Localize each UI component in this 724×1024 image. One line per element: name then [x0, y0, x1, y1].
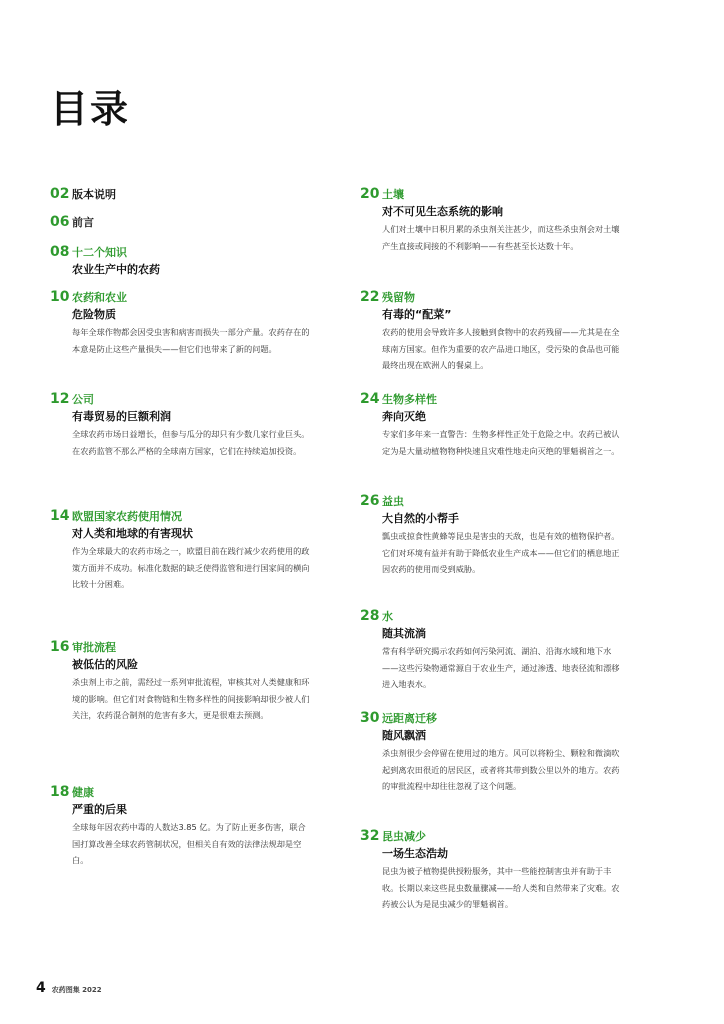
toc-subtitle: 大自然的小帮手	[382, 512, 459, 525]
toc-page-number: 18	[50, 784, 70, 800]
toc-entry[interactable]	[50, 508, 312, 593]
toc-entry[interactable]	[360, 186, 622, 254]
toc-page-number: 10	[50, 289, 70, 305]
toc-description: 人们对土壤中日积月累的杀虫剂关注甚少，而这些杀虫剂会对土壤产生直接或间接的不利影响——有些甚至长达数十年。	[382, 224, 620, 251]
toc-entry[interactable]	[360, 391, 622, 459]
toc-page-number: 06	[50, 214, 70, 230]
toc-page-number: 08	[50, 244, 70, 260]
toc-entry[interactable]	[360, 493, 622, 578]
toc-description: 每年全球作物都会因受虫害和病害而损失一部分产量。农药存在的本意是防止这些产量损失——但它们也带来了新的问题。	[72, 327, 310, 354]
toc-subtitle: 奔向灭绝	[382, 410, 426, 423]
toc-subtitle: 农业生产中的农药	[72, 263, 160, 276]
toc-subtitle: 严重的后果	[72, 803, 127, 816]
toc-description: 专家们多年来一直警告：生物多样性正处于危险之中。农药已被认定为是大量动植物物种快速且灾难性地走向灭绝的罪魁祸首之一。	[382, 429, 620, 456]
toc-page-number: 32	[360, 828, 380, 844]
toc-page-number: 20	[360, 186, 380, 202]
toc-section-title: 农药和农业	[72, 291, 127, 304]
toc-entry[interactable]	[50, 244, 312, 278]
toc-entry[interactable]	[50, 639, 312, 724]
toc-section-title: 生物多样性	[382, 393, 437, 406]
toc-section-title: 远距离迁移	[382, 712, 437, 725]
toc-section-title: 土壤	[382, 188, 404, 201]
toc-subtitle: 对不可见生态系统的影响	[382, 205, 503, 218]
toc-section-title: 审批流程	[72, 641, 116, 654]
publication-name: 农药图集 2022	[51, 986, 102, 994]
toc-page-number: 16	[50, 639, 70, 655]
toc-section-title: 公司	[72, 393, 94, 406]
toc-description: 瓢虫或掠食性黄蜂等昆虫是害虫的天敌，也是有效的植物保护者。它们对环境有益并有助于降低农业生产成本——但它们的栖息地正因农药的使用而受到威胁。	[382, 531, 620, 575]
toc-entry[interactable]	[360, 710, 622, 795]
toc-page-number: 30	[360, 710, 380, 726]
toc-entry[interactable]	[360, 289, 622, 374]
toc-entry[interactable]	[50, 391, 312, 459]
page-title: 目录	[50, 87, 131, 131]
toc-entry[interactable]	[360, 608, 622, 693]
toc-subtitle: 有毒贸易的巨额利润	[72, 410, 171, 423]
toc-description: 杀虫剂很少会停留在使用过的地方。风可以将粉尘、颗粒和微滴吹起到离农田很近的居民区，或者将其带到数公里以外的地方。农药的审批流程中却往往忽视了这个问题。	[382, 748, 620, 792]
toc-entry[interactable]	[50, 784, 312, 869]
toc-section-title: 残留物	[382, 291, 415, 304]
toc-page-number: 22	[360, 289, 380, 305]
toc-section-title: 版本说明	[72, 188, 116, 201]
toc-description: 作为全球最大的农药市场之一，欧盟目前在践行减少农药使用的政策方面并不成功。标准化数据的缺乏使得监管和进行国家间的横向比较十分困难。	[72, 546, 310, 590]
toc-page-number: 24	[360, 391, 380, 407]
toc-page-number: 28	[360, 608, 380, 624]
toc-description: 昆虫为被子植物提供授粉服务，其中一些能控制害虫并有助于丰收。长期以来这些昆虫数量骤减——给人类和自然带来了灾难。农药被公认为是昆虫减少的罪魁祸首。	[382, 866, 620, 910]
toc-description: 杀虫剂上市之前，需经过一系列审批流程，审核其对人类健康和环境的影响。但它们对食物链和生物多样性的间接影响却很少被人们关注，农药混合制剂的危害有多大，更是很难去预测。	[72, 677, 310, 721]
toc-page-number: 12	[50, 391, 70, 407]
toc-subtitle: 随风飘洒	[382, 729, 426, 742]
toc-section-title: 前言	[72, 216, 94, 229]
toc-entry[interactable]	[50, 186, 312, 204]
toc-subtitle: 有毒的“配菜”	[382, 308, 452, 321]
toc-section-title: 益虫	[382, 495, 404, 508]
toc-entry[interactable]	[50, 214, 312, 232]
toc-subtitle: 随其流淌	[382, 627, 426, 640]
toc-page-number: 02	[50, 186, 70, 202]
toc-description: 全球农药市场日益增长，但参与瓜分的却只有少数几家行业巨头。在农药监管不那么严格的全球南方国家，它们在持续追加投资。	[72, 429, 310, 456]
toc-page-number: 14	[50, 508, 70, 524]
toc-section-title: 欧盟国家农药使用情况	[72, 510, 182, 523]
page-footer	[36, 980, 102, 996]
toc-subtitle: 危险物质	[72, 308, 116, 321]
toc-section-title: 昆虫减少	[382, 830, 426, 843]
toc-subtitle: 被低估的风险	[72, 658, 138, 671]
toc-entry[interactable]	[360, 828, 622, 913]
toc-description: 常有科学研究揭示农药如何污染河流、湖泊、沿海水域和地下水——这些污染物通常源自于农业生产，通过渗透、地表径流和漂移进入地表水。	[382, 646, 620, 690]
toc-subtitle: 一场生态浩劫	[382, 847, 448, 860]
toc-section-title: 健康	[72, 786, 94, 799]
toc-section-title: 水	[382, 610, 393, 623]
toc-entry[interactable]	[50, 289, 312, 357]
toc-subtitle: 对人类和地球的有害现状	[72, 527, 193, 540]
toc-description: 全球每年因农药中毒的人数达3.85 亿。为了防止更多伤害，联合国打算改善全球农药管制状况，但相关自有效的法律法规却是空白。	[72, 822, 306, 866]
toc-description: 农药的使用会导致许多人接触到食物中的农药残留——尤其是在全球南方国家。但作为重要的农产品进口地区，受污染的食品也可能最终出现在欧洲人的餐桌上。	[382, 327, 620, 371]
page-number: 4	[36, 980, 46, 996]
toc-section-title: 十二个知识	[72, 246, 127, 259]
toc-page-number: 26	[360, 493, 380, 509]
